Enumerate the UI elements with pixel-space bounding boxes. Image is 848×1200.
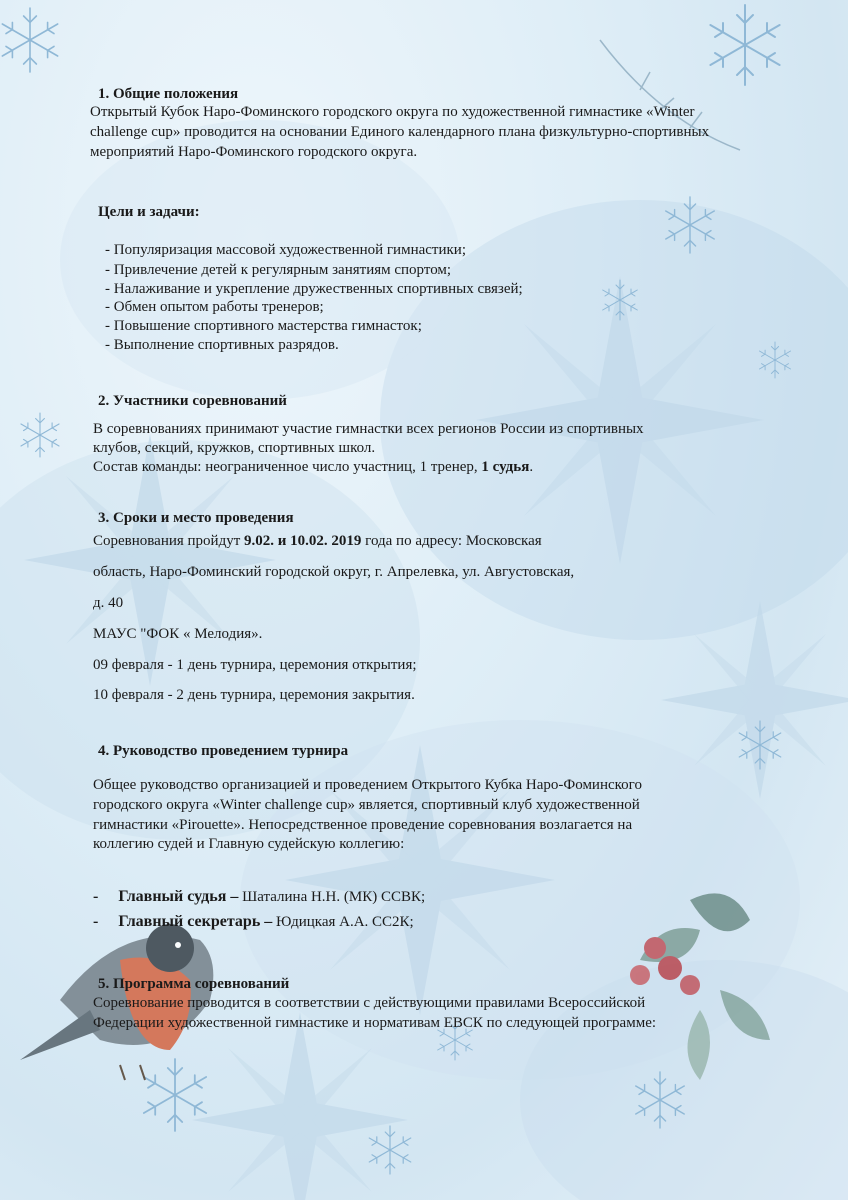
list-dash: - — [93, 913, 99, 930]
goals-item: - Обмен опытом работы тренеров; — [105, 299, 324, 315]
dates-suffix: года по адресу: Московская — [361, 533, 542, 549]
section-4-line: Общее руководство организацией и проведением Открытого Кубка Наро-Фоминского — [93, 777, 642, 793]
section-2-line — [93, 458, 533, 476]
event-dates: 9.02. и 10.02. 2019 — [244, 533, 362, 549]
section-1-line: challenge cup» проводится на основании Единого календарного плана физкультурно-спортивных — [90, 124, 710, 140]
section-3-line: область, Наро-Фоминский городской округ, г. Апрелевка, ул. Августовская, — [93, 564, 575, 580]
section-2-line: В соревнованиях принимают участие гимнастки всех регионов России из спортивных — [93, 421, 644, 437]
list-dash: - — [93, 888, 99, 905]
chief-secretary-line — [93, 913, 414, 931]
chief-judge-line — [93, 888, 425, 906]
section-4-line: гимнастики «Pirouette». Непосредственное проведение соревнования возлагается на — [93, 817, 633, 833]
dates-prefix: Соревнования пройдут — [93, 533, 245, 549]
schedule-day-1: 09 февраля - 1 день турнира, церемония открытия; — [93, 657, 417, 673]
section-1-line: Открытый Кубок Наро-Фоминского городского округа по художественной гимнастике «Winter — [90, 104, 695, 120]
chief-judge-value: Шаталина Н.Н. (МК) ССВК; — [238, 889, 426, 905]
goals-item: - Повышение спортивного мастерства гимнасток; — [105, 318, 422, 334]
section-5-line: Соревнование проводится в соответствии с действующими правилами Всероссийской — [93, 995, 646, 1011]
section-5-line: Федерации художественной гимнастике и нормативам ЕВСК по следующей программе: — [93, 1015, 657, 1031]
chief-secretary-value: Юдицкая А.А. СС2К; — [272, 914, 414, 930]
chief-judge-label: Главный судья – — [118, 888, 239, 905]
goals-item: - Выполнение спортивных разрядов. — [105, 337, 339, 353]
section-2-title: 2. Участники соревнований — [98, 393, 287, 409]
venue-name: МАУС "ФОК « Мелодия». — [93, 626, 263, 642]
section-1-line: мероприятий Наро-Фоминского городского округа. — [90, 144, 418, 160]
section-3-title: 3. Сроки и место проведения — [98, 510, 294, 526]
goals-title: Цели и задачи: — [98, 204, 200, 220]
chief-secretary-label: Главный секретарь – — [118, 913, 273, 930]
goals-item: - Привлечение детей к регулярным занятиям спортом; — [105, 262, 452, 278]
goals-item: - Популяризация массовой художественной гимнастики; — [105, 242, 466, 258]
goals-item: - Налаживание и укрепление дружественных спортивных связей; — [105, 281, 523, 297]
section-1-title: 1. Общие положения — [98, 86, 239, 102]
team-judge-count: 1 судья — [481, 459, 530, 475]
team-composition-end: . — [529, 459, 534, 475]
section-5-title: 5. Программа соревнований — [98, 976, 290, 992]
section-4-line: городского округа «Winter challenge cup» является, спортивный клуб художественной — [93, 797, 640, 813]
section-3-line: д. 40 — [93, 595, 124, 611]
schedule-day-2: 10 февраля - 2 день турнира, церемония закрытия. — [93, 687, 415, 703]
section-4-title: 4. Руководство проведением турнира — [98, 743, 349, 759]
team-composition-text: Состав команды: неограниченное число участниц, 1 тренер, — [93, 459, 482, 475]
section-2-line: клубов, секций, кружков, спортивных школ. — [93, 440, 376, 456]
section-4-line: коллегию судей и Главную судейскую коллегию: — [93, 836, 405, 852]
section-3-line — [93, 532, 542, 550]
